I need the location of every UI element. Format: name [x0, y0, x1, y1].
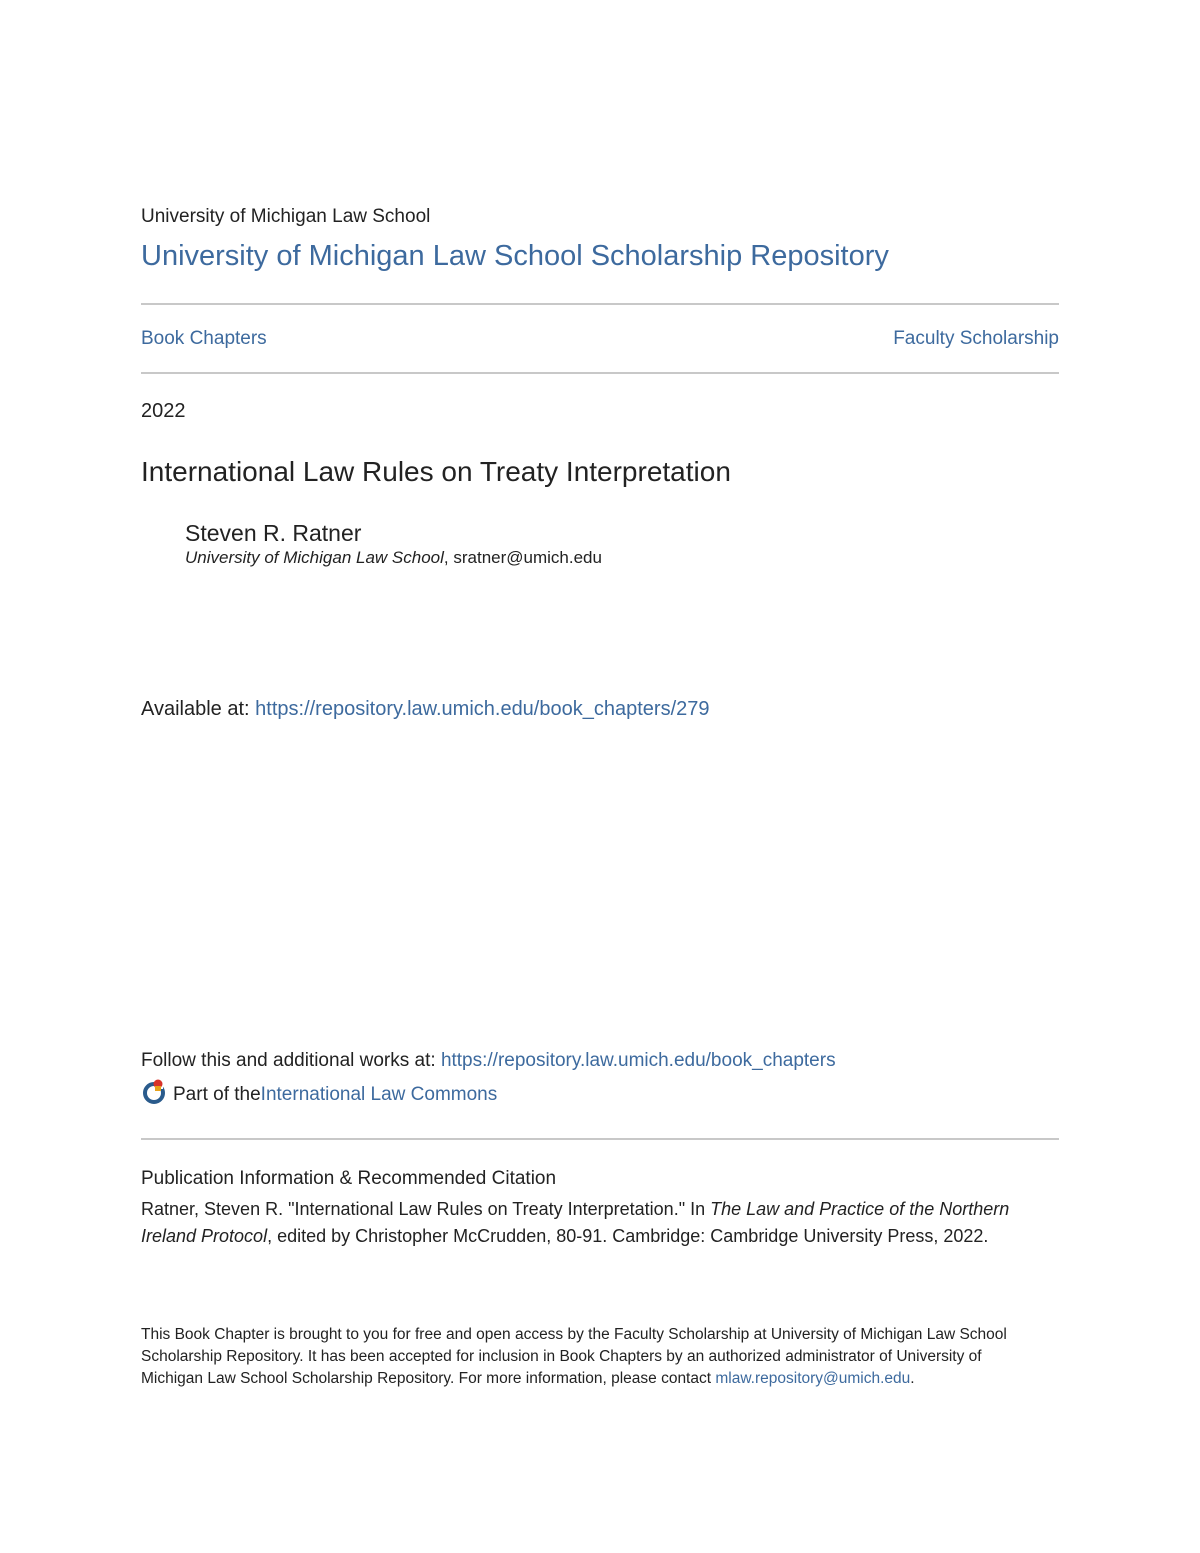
document-title: International Law Rules on Treaty Interpretation	[141, 456, 731, 487]
available-at	[141, 698, 710, 721]
divider-top	[141, 303, 1059, 305]
follow-label: Follow this and additional works at:	[141, 1050, 441, 1071]
divider-middle	[141, 372, 1059, 374]
citation-text-after: , edited by Christopher McCrudden, 80-91. Cambridge: Cambridge University Press, 2022.	[267, 1226, 989, 1246]
commons-icon	[141, 1078, 169, 1106]
citation-book-title: The Law and Practice of the Northern Ireland Protocol	[141, 1199, 1010, 1246]
author-email: sratner@umich.edu	[453, 548, 602, 567]
author-separator: ,	[443, 548, 454, 567]
author-affiliation	[185, 548, 602, 568]
author-name: Steven R. Ratner	[185, 520, 362, 546]
access-notice-end: .	[910, 1370, 915, 1387]
available-url-link[interactable]: https://repository.law.umich.edu/book_chapters/279	[255, 698, 710, 720]
contact-email-link[interactable]: mlaw.repository@umich.edu	[715, 1370, 911, 1387]
follow-url-link[interactable]: https://repository.law.umich.edu/book_chapters	[440, 1050, 836, 1071]
follow-works	[141, 1050, 836, 1072]
international-law-commons-link[interactable]: International Law Commons	[260, 1084, 498, 1105]
breadcrumb-book-chapters[interactable]: Book Chapters	[141, 328, 267, 349]
citation-heading: Publication Information & Recommended Citation	[141, 1168, 557, 1189]
part-of-commons	[141, 1084, 497, 1106]
access-notice-text: This Book Chapter is brought to you for free and open access by the Faculty Scholarship at University of Michigan Law School Scholarship Repository. It has been accepted for inclusion in Book Chapters by an authorized administrator of University of Michigan Law School Scholarship Repository. For more information, please contact	[141, 1326, 1007, 1387]
available-label: Available at:	[141, 698, 256, 720]
citation-text-before: Ratner, Steven R. "International Law Rules on Treaty Interpretation." In	[141, 1199, 711, 1219]
recommended-citation	[141, 1196, 1041, 1250]
divider-bottom	[141, 1138, 1059, 1140]
breadcrumb-faculty-scholarship[interactable]: Faculty Scholarship	[893, 328, 1059, 349]
part-of-label: Part of the	[173, 1084, 261, 1105]
repository-title-link[interactable]: University of Michigan Law School Scholarship Repository	[141, 240, 889, 272]
institution-name: University of Michigan Law School	[141, 206, 431, 227]
access-notice	[141, 1324, 1041, 1390]
author-institution: University of Michigan Law School	[185, 548, 444, 567]
publication-year: 2022	[141, 400, 186, 422]
